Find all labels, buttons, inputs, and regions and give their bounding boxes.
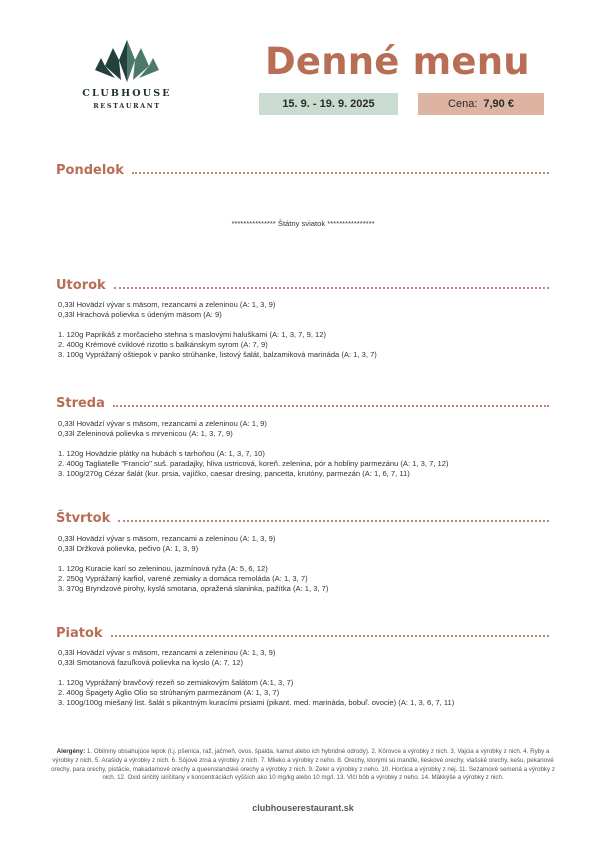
date-range-badge: 15. 9. - 19. 9. 2025: [259, 93, 398, 115]
main-item: 2. 400g Tagliatelle "Francio" suš. paradajky, hliva ustricová, koreň. zelenina, pór a hobliny parmezánu (A: 1, 3, 7, 12): [58, 459, 449, 468]
allergen-label: Alergény:: [56, 748, 86, 755]
main-item: 3. 370g Bryndzové pirohy, kyslá smotana, opražená slaninka, pažítka (A: 1, 3, 7): [58, 584, 329, 593]
soup-item: 0,33l Zeleninová polievka s mrvenicou (A: 1, 3, 7, 9): [58, 429, 233, 438]
main-item: 2. 400g Špagety Aglio Olio so strúhaným parmezánom (A: 1, 3, 7): [58, 688, 280, 697]
day-name: Streda: [56, 396, 105, 411]
main-item: 1. 120g Vyprážaný bravčový rezeň so zemiakovým šalátom (A:1, 3, 7): [58, 678, 294, 687]
website-link[interactable]: clubhouserestaurant.sk: [252, 803, 354, 813]
main-item: 2. 250g Vyprážaný karfiol, varené zemiaky a domáca remoláda (A: 1, 3, 7): [58, 574, 308, 583]
main-item: 1. 120g Paprikáš z morčacieho stehna s maslovými haluškami (A: 1, 3, 7, 9, 12): [58, 330, 327, 339]
price-value: 7,90 €: [483, 98, 514, 110]
dotted-divider: [113, 405, 549, 407]
day-name: Piatok: [56, 626, 103, 641]
menu-thursday: [58, 534, 328, 594]
soup-item: 0,33l Hrachová polievka s údeným mäsom (A: 9): [58, 310, 222, 319]
mountain-logo-icon: [91, 38, 163, 84]
soup-item: 0,33l Hovädzí vývar s mäsom, rezancami a zeleninou (A: 1, 3, 9): [58, 300, 276, 309]
soup-item: 0,33l Hovädzí vývar s mäsom, rezancami a zeleninou (A: 1, 3, 9): [58, 648, 276, 657]
dotted-divider: [114, 287, 549, 289]
main-item: 1. 120g Hovädzie plátky na hubách s tarhoňou (A: 1, 3, 7, 10): [58, 449, 265, 458]
dotted-divider: [111, 635, 549, 637]
menu-friday: [58, 648, 454, 708]
price-badge: [418, 93, 544, 115]
main-item: 1. 120g Kuracie karí so zeleninou, jazmínová ryža (A: 5, 6, 12): [58, 564, 268, 573]
main-item: 3. 100g/100g miešaný list. šalát s pikantným kuracími prsiami (pikant. med. marináda, bobuľ. ovocie) (A: 1, 3, 6, 7, 11): [58, 698, 455, 707]
main-item: 2. 400g Krémové cviklové rizotto s balkánskym syrom (A: 7, 9): [58, 340, 268, 349]
main-item: 3. 100g Vyprážaný oštiepok v panko strúhanke, listový šalát, balzamiková marináda (A: 1, 3, 7): [58, 350, 377, 359]
allergen-text: 1. Obilniny obsahujúce lepok (t.j. pšenica, raž, jačmeň, ovos, špalda, kamut alebo ich hybridné odrody). 2. Kôrovce a výrobky z nich. 3. Vajcia a výrobky z nich. 4. Ryby a výrobky z nich. 5. Arašidy a výrobky z nich. 6. Sójové zrná a výrobky z nich. 7. Mlieko a výrobky z neho. 8. Orechy, ktorými sú mandle, lieskové orechy, vlašské orechy, kešu, pekanové orechy, para orechy, pistácie, makadamové orechy a queenslandské orechy a výrobky z nich. 9. Zeler a výrobky z neho. 10. Horčica a výrobky z nej. 11. Sezamové semená a výrobky z nich. 12. Oxid siričitý siričitany v koncentráciách vyšších ako 10 mg/kg alebo 10 mg/l. 13. Vlčí bôb a výrobky z neho. 14. Mäkkýše a výrobky z nich.: [51, 748, 555, 782]
day-header-wednesday: [56, 396, 549, 411]
day-header-tuesday: [56, 278, 549, 293]
day-name: Utorok: [56, 278, 106, 293]
brand-subtitle: RESTAURANT: [93, 102, 161, 110]
restaurant-logo: [72, 38, 182, 110]
menu-tuesday: [58, 300, 377, 360]
day-name: Pondelok: [56, 163, 124, 178]
day-header-monday: [56, 163, 549, 178]
day-header-friday: [56, 626, 549, 641]
holiday-note: *************** Štátny sviatok ****************: [231, 219, 375, 228]
day-name: Štvrtok: [56, 511, 111, 526]
main-item: 3. 100g/270g Cézar šalát (kur. prsia, vajíčko, caesar dresing, pancetta, krutóny, parmezán (A: 1, 6, 7, 11): [58, 469, 410, 478]
soup-item: 0,33l Držková polievka, pečivo (A: 1, 3, 9): [58, 544, 199, 553]
soup-item: 0,33l Hovädzí vývar s mäsom, rezancami a zeleninou (A: 1, 3, 9): [58, 534, 276, 543]
price-label: Cena:: [448, 98, 478, 110]
dotted-divider: [118, 520, 549, 522]
allergen-legend: [50, 748, 556, 783]
soup-item: 0,33l Hovädzí vývar s mäsom, rezancami a zeleninou (A: 1, 9): [58, 419, 267, 428]
soup-item: 0,33l Smotanová fazuľková polievka na kyslo (A: 7, 12): [58, 658, 243, 667]
page-title: Denné menu: [265, 40, 530, 83]
brand-name: CLUBHOUSE: [82, 88, 172, 99]
dotted-divider: [132, 172, 549, 174]
menu-wednesday: [58, 419, 449, 479]
day-header-thursday: [56, 511, 549, 526]
